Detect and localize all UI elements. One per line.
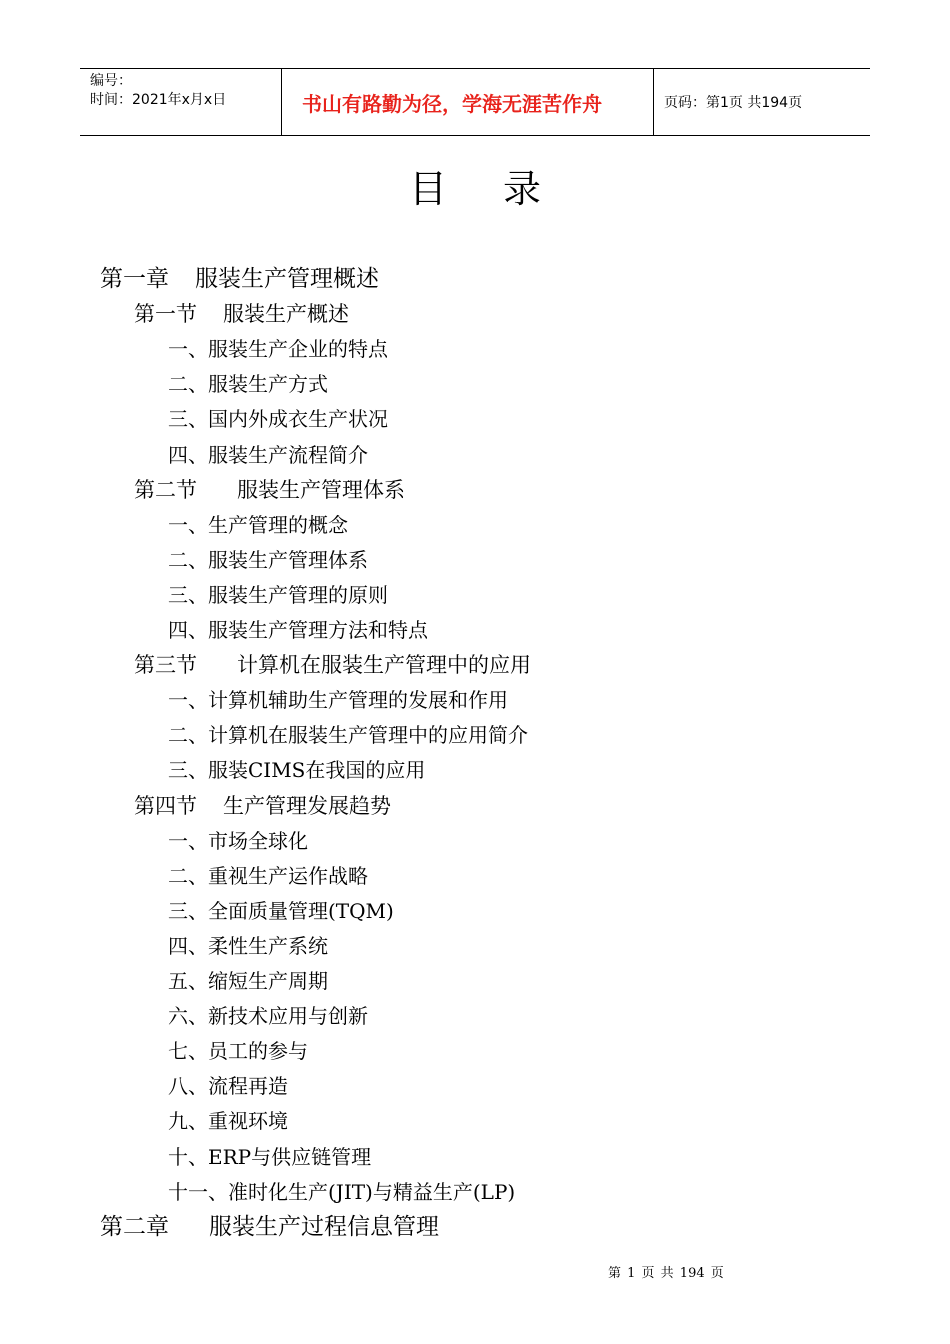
- toc-chapter: [100, 263, 379, 295]
- toc-item-text: 十、ERP与供应链管理: [168, 1144, 372, 1169]
- header-page-cell: [654, 69, 870, 135]
- toc-chapter-number: 第二章: [100, 1213, 169, 1240]
- header-table: [80, 68, 870, 136]
- toc-item-text: 三、国内外成衣生产状况: [168, 407, 388, 432]
- toc-item-text: 二、服装生产管理体系: [168, 547, 368, 572]
- toc-item: [168, 719, 528, 751]
- toc-item: [168, 895, 394, 927]
- toc-item: [168, 614, 428, 646]
- toc-chapter-text: 服装生产过程信息管理: [209, 1213, 439, 1240]
- toc-item: [168, 333, 388, 365]
- toc-item-text: 四、柔性生产系统: [168, 933, 328, 958]
- toc-chapter: [100, 1211, 439, 1243]
- toc-item: [168, 1000, 368, 1032]
- toc-item-text: 三、全面质量管理(TQM): [168, 898, 394, 923]
- page-footer: 第 1 页 共 194 页: [608, 1266, 724, 1281]
- toc-item-text: 一、计算机辅助生产管理的发展和作用: [168, 688, 508, 713]
- header-motto: 书山有路勤为径，学海无涯苦作舟: [302, 91, 602, 116]
- toc-section: [134, 790, 391, 822]
- toc-item: [168, 684, 508, 716]
- toc-section: [134, 474, 405, 506]
- toc-item: [168, 403, 388, 435]
- toc-item: [168, 754, 425, 786]
- toc-item-text: 一、市场全球化: [168, 828, 308, 853]
- toc-section: [134, 298, 349, 330]
- toc-item-text: 二、重视生产运作战略: [168, 863, 368, 888]
- toc-item-text: 九、重视环境: [168, 1109, 288, 1134]
- toc-item-text: 三、服装生产管理的原则: [168, 582, 388, 607]
- toc-chapter-text: 服装生产管理概述: [195, 266, 379, 292]
- toc-item: [168, 579, 388, 611]
- toc-item: [168, 544, 368, 576]
- toc-item-text: 四、服装生产流程简介: [168, 442, 368, 467]
- doc-number-label: 编号：: [90, 73, 132, 89]
- toc-section-text: 服装生产概述: [223, 302, 349, 327]
- toc-item: [168, 368, 328, 400]
- header-page-info: 页码：第1页 共194页: [664, 95, 803, 111]
- toc-item-text: 八、流程再造: [168, 1074, 288, 1099]
- toc-section: [134, 649, 531, 681]
- toc-section-number: 第二节: [134, 477, 197, 502]
- header-meta-cell: [80, 69, 282, 135]
- toc-item: [168, 930, 328, 962]
- page-title-char-1: 目: [408, 167, 447, 211]
- toc-section-number: 第一节: [134, 302, 197, 327]
- toc-item: [168, 509, 348, 541]
- toc-item-text: 三、服装CIMS在我国的应用: [168, 758, 426, 783]
- toc-item: [168, 1141, 371, 1173]
- toc-item-text: 一、生产管理的概念: [168, 512, 348, 537]
- toc-item-text: 一、服装生产企业的特点: [168, 337, 388, 362]
- toc-item-text: 二、计算机在服装生产管理中的应用简介: [168, 723, 528, 748]
- toc-section-number: 第三节: [134, 653, 197, 678]
- toc-item-text: 七、员工的参与: [168, 1039, 308, 1064]
- toc-section-text: 服装生产管理体系: [237, 477, 405, 502]
- toc-item: [168, 1105, 288, 1137]
- toc-section-number: 第四节: [134, 793, 197, 818]
- header-motto-cell: [282, 69, 654, 135]
- toc-chapter-number: 第一章: [100, 266, 169, 292]
- toc-item: [168, 860, 368, 892]
- page-title-char-2: 录: [503, 167, 542, 211]
- toc-item: [168, 439, 368, 471]
- toc-item-text: 二、服装生产方式: [168, 372, 328, 397]
- toc-item: [168, 1176, 515, 1208]
- page-title: [0, 164, 950, 214]
- toc-item: [168, 825, 308, 857]
- toc-item: [168, 1070, 288, 1102]
- toc-item-text: 六、新技术应用与创新: [168, 1004, 368, 1029]
- doc-time-label: 时间：2021年x月x日: [90, 92, 227, 108]
- toc-item: [168, 965, 328, 997]
- toc-item-text: 十一、准时化生产(JIT)与精益生产(LP): [168, 1179, 516, 1204]
- toc-section-text: 生产管理发展趋势: [223, 793, 391, 818]
- toc-item: [168, 1035, 308, 1067]
- toc-section-text: 计算机在服装生产管理中的应用: [237, 653, 531, 678]
- toc-item-text: 四、服装生产管理方法和特点: [168, 618, 428, 642]
- toc-item-text: 五、缩短生产周期: [168, 969, 328, 993]
